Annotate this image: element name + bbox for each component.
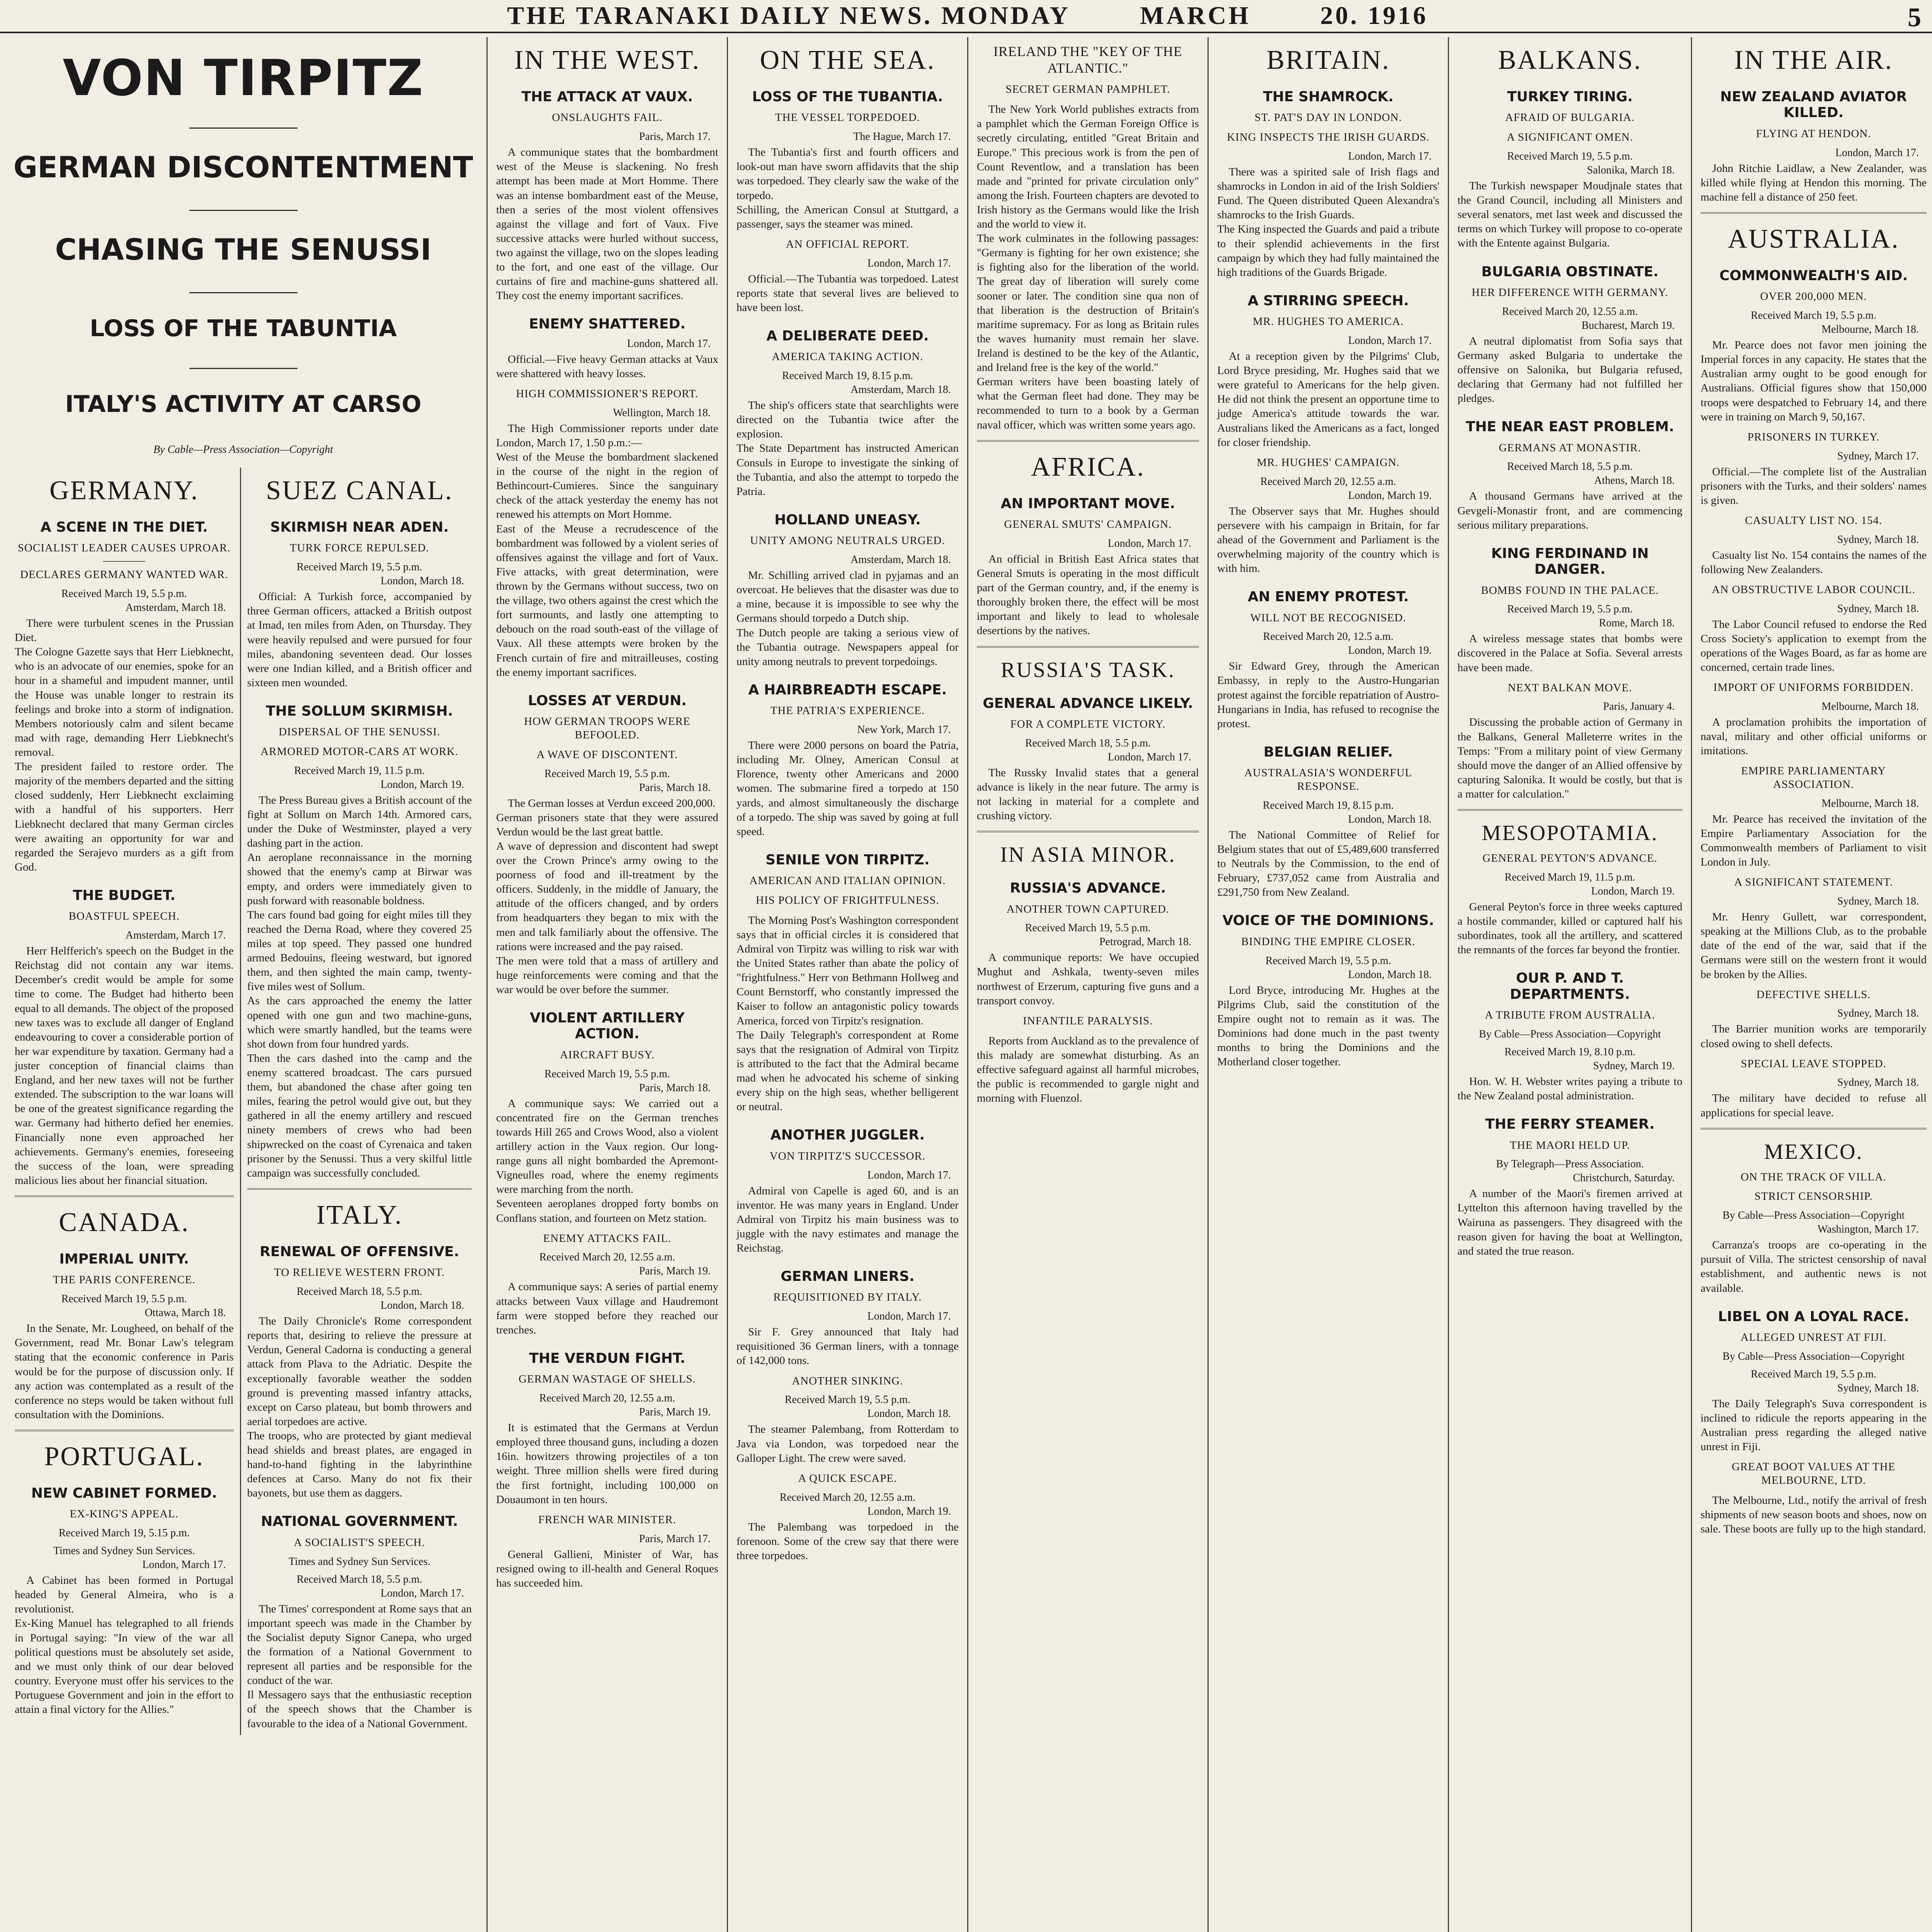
article-subhead: PRISONERS IN TURKEY.: [1747, 430, 1880, 443]
service-credit: By Telegraph—Press Association.: [1496, 1158, 1644, 1170]
article-subhead: ARMORED MOTOR-CARS AT WORK.: [260, 745, 459, 758]
place-line: Bucharest, March 19.: [1581, 319, 1675, 332]
section-title-russia: RUSSIA'S TASK.: [977, 646, 1199, 682]
article-head: THE NEAR EAST PROBLEM.: [1466, 419, 1674, 435]
place-line: Paris, March 18.: [639, 781, 711, 794]
article-subhead: A SIGNIFICANT OMEN.: [1507, 131, 1633, 144]
dateline: Received March 19, 5.5 p.m.: [1507, 603, 1633, 616]
article-head: THE FERRY STEAMER.: [1485, 1116, 1655, 1133]
dateline: Received March 20, 12.5 a.m.: [1263, 631, 1394, 643]
article-subhead: GERMANS AT MONASTIR.: [1498, 441, 1641, 454]
article-head: SENILE VON TIRPITZ.: [765, 852, 930, 868]
article-subhead: HER DIFFERENCE WITH GERMANY.: [1471, 286, 1668, 299]
article-body: The Palembang was torpedoed in the forenoon. Some of the crew say that there were three torpedoes.: [736, 1520, 959, 1562]
column-britain: [1209, 37, 1449, 1932]
place-line: Sydney, March 18.: [1837, 1382, 1919, 1394]
article-head: LOSS OF THE TUBANTIA.: [752, 89, 943, 105]
dateline: Received March 19, 8.15 p.m.: [782, 370, 913, 382]
place-line: Sydney, March 18.: [1837, 533, 1919, 546]
dateline: Received March 19, 5.5 p.m.: [1265, 954, 1391, 967]
article-body: Hon. W. H. Webster writes paying a tribute to the New Zealand postal administration.: [1458, 1075, 1682, 1102]
place-line: London, March 17.: [1348, 150, 1432, 162]
column-ireland-africa: [968, 37, 1209, 1932]
place-line: London, March 18.: [1348, 968, 1432, 981]
section-title-portugal: PORTUGAL.: [15, 1430, 234, 1472]
dateline: Received March 18, 5.5 p.m.: [1507, 461, 1633, 473]
article-body: A thousand Germans have arrived at the Gevgeli-Monastir front, and are commencing serious military preparations.: [1458, 490, 1682, 531]
article-body: A communique reports: We have occupied Mughut and Ashkala, twenty-seven miles northwest of Erzerum, capturing five guns and a transport convoy.: [977, 951, 1199, 1007]
dateline: Received March 20, 12.55 a.m.: [1502, 305, 1638, 318]
place-line: Wellington, March 18.: [613, 406, 711, 419]
article-subhead: SOCIALIST LEADER CAUSES UPROAR.: [17, 542, 231, 554]
article-subhead: ENEMY ATTACKS FAIL.: [543, 1232, 672, 1245]
section-title-balkans: BALKANS.: [1498, 45, 1642, 75]
place-line: Paris, January 4.: [1603, 701, 1675, 713]
article-body: There were 2000 persons on board the Patria, including Mr. Olney, American Consul at Florence, twenty other Americans and 2000 women. The submarine fired a torpedo at 150 yards, and almost simultaneously the discharge of a torpedo. The ship was saved by going at full speed.: [736, 739, 959, 838]
article-subhead: ST. PAT'S DAY IN LONDON.: [1254, 111, 1402, 124]
article-subhead: HIS POLICY OF FRIGHTFULNESS.: [756, 894, 939, 907]
article-subhead: UNITY AMONG NEUTRALS URGED.: [750, 534, 945, 547]
article-head: THE SOLLUM SKIRMISH.: [266, 703, 453, 719]
article-body: The Times' correspondent at Rome says that an important speech was made in the Chamber by the Socialist deputy Signor Canepa, who urged the formation of a National Government to represent all parties and be responsible for the conduct of the war. Il Messagero says that the enthusiastic reception of the speech shows that the Chamber is favourable to the idea of a National Government.: [247, 1602, 472, 1730]
place-line: Salonika, March 18.: [1587, 164, 1675, 176]
article-body: The ship's officers state that searchlights were directed on the Tubantia twice after the explosion. The State Department has instructed American Consuls in Europe to investigate the sinking of the Tubantia, and also the attempt to torpedo the Patria.: [736, 399, 959, 498]
article-subhead: AN OBSTRUCTIVE LABOR COUNCIL.: [1712, 583, 1915, 596]
article-subhead: REQUISITIONED BY ITALY.: [773, 1291, 922, 1304]
press-credit: By Cable—Press Association—Copyright: [153, 443, 333, 456]
article-body: A proclamation prohibits the importation of naval, military and other official uniforms or imitations.: [1701, 716, 1927, 757]
article-body: The Turkish newspaper Moudjnale states that the Grand Council, including all Ministers and several senators, met last week and discussed the terms on which Turkey will propose to co-operate with the Entente against Bulgaria.: [1458, 179, 1682, 250]
place-line: Athens, March 18.: [1594, 474, 1675, 487]
article-head: GERMAN LINERS.: [781, 1269, 915, 1285]
place-line: Sydney, March 18.: [1837, 602, 1919, 615]
article-subhead: DEFECTIVE SHELLS.: [1756, 988, 1871, 1001]
article-head: RENEWAL OF OFFENSIVE.: [260, 1243, 459, 1260]
service-credit: By Cable—Press Association—Copyright: [1722, 1209, 1905, 1222]
article-subhead: DECLARES GERMANY WANTED WAR.: [20, 568, 228, 581]
service-credit: Times and Sydney Sun Services.: [288, 1555, 430, 1568]
article-subhead: A SIGNIFICANT STATEMENT.: [1734, 876, 1893, 889]
article-head: VOICE OF THE DOMINIONS.: [1222, 913, 1434, 929]
article-head: A HAIRBREADTH ESCAPE.: [748, 682, 947, 698]
place-line: Paris, March 19.: [639, 1265, 711, 1277]
article-body: A Cabinet has been formed in Portugal headed by General Almeira, who is a revolutionist. Ex-King Manuel has telegraphed to all friends in Portugal saying: "In view of the war all political questions must be absolutely set aside, and we must only think of our dear beloved country. Everyone must offer his services to the Portuguese Government and join in the effort to attain a final victory for the Allies.": [15, 1574, 234, 1716]
article-head: THE BUDGET.: [73, 887, 175, 903]
column-in-the-air: [1692, 37, 1932, 1932]
section-title-africa: AFRICA.: [977, 440, 1199, 483]
article-body: General Gallieni, Minister of War, has resigned owing to ill-health and General Roques has succeeded him.: [496, 1548, 718, 1589]
article-head: HOLLAND UNEASY.: [774, 512, 921, 528]
place-line: Melbourne, March 18.: [1821, 797, 1919, 810]
article-subhead: THE VESSEL TORPEDOED.: [775, 111, 920, 124]
section-title-mesopotamia: MESOPOTAMIA.: [1458, 809, 1682, 845]
place-line: London, March 17.: [867, 1310, 951, 1323]
place-line: London, March 19.: [1348, 489, 1432, 502]
article-subhead: IMPORT OF UNIFORMS FORBIDDEN.: [1713, 681, 1914, 694]
article-body: Official: A Turkish force, accompanied by three German officers, attacked a British outpost at Imad, ten miles from Aden, on Thursday. They were heavily repulsed and were pursued for four miles, abandoning seventeen dead. Our losses were one Indian killed, and a British officer and sixteen men wounded.: [247, 590, 472, 689]
article-subhead: ANOTHER SINKING.: [792, 1374, 903, 1387]
article-head: LIBEL ON A LOYAL RACE.: [1718, 1308, 1909, 1325]
article-body: The High Commissioner reports under date London, March 17, 1.50 p.m.:— West of the Meuse the bombardment slackened in the course of the night in the region of Bethincourt-Cumieres. Since the sanguinary check of the attack yesterday the enemy has not renewed his attempts on Mort Homme. East of the Meuse a recrudescence of the bombardment was followed by a violent series of offensives against the village and fort of Vaux. Five attacks, with great determination, were thrown by the Germans without success, two on the village, two others against the crest which the fort surmounts, and lastly one attempting to debouch on the road south-east of the village of Vaux. All these attempts were broken by the French curtain of fire and mitrailleuses, costing the enemy important sacrifices.: [496, 422, 718, 679]
article-subhead: AMERICA TAKING ACTION.: [772, 350, 923, 363]
section-title-britain: BRITAIN.: [1266, 45, 1390, 75]
dateline: Received March 19, 5.5 p.m.: [296, 561, 422, 573]
page-number: 5: [1908, 3, 1923, 32]
article-body: The National Committee of Relief for Belgium states that out of £5,489,600 transferred to Neutrals by the Commission, to the end of February, £737,052 came from Australia and £291,750 from New Zealand.: [1217, 828, 1439, 899]
article-head: SKIRMISH NEAR ADEN.: [270, 519, 449, 535]
dateline: Received March 19, 5.15 p.m.: [58, 1527, 190, 1539]
dateline: Received March 19, 5.5 p.m.: [1025, 922, 1151, 934]
place-line: Amsterdam, March 17.: [125, 929, 226, 942]
article-subhead: SPECIAL LEAVE STOPPED.: [1741, 1057, 1886, 1070]
section-title-canada: CANADA.: [15, 1196, 234, 1238]
article-body: An official in British East Africa states that General Smuts is operating in the most difficult part of the German country, and, if the enemy is thoroughly broken there, the effect will be most important and likely to lead to wholesale desertions by the natives.: [977, 553, 1199, 637]
place-line: New York, March 17.: [857, 724, 951, 736]
place-line: Amsterdam, March 18.: [850, 554, 951, 566]
place-line: London, March 17.: [1835, 146, 1919, 159]
place-line: Melbourne, March 18.: [1821, 323, 1919, 336]
article-head: BELGIAN RELIEF.: [1264, 744, 1393, 760]
place-line: London, March 17.: [1107, 751, 1191, 763]
article-subhead: DISPERSAL OF THE SENUSSI.: [279, 726, 440, 738]
article-body: Sir F. Grey announced that Italy had requisitioned 36 German liners, with a tonnage of 142,000 tons.: [736, 1326, 959, 1367]
article-body: The military have decided to refuse all applications for special leave.: [1701, 1092, 1927, 1119]
article-subhead: GERMAN WASTAGE OF SHELLS.: [519, 1373, 696, 1386]
article-head: A STIRRING SPEECH.: [1247, 293, 1409, 309]
article-body: There was a spirited sale of Irish flags and shamrocks in London in aid of the Irish Soldiers' Fund. The Queen distributed Queen Alexandra's shamrocks to the Irish Guards. The King inspected the Guards and paid a tribute to their splendid achievements in the first campaign by which they had fully maintained the high traditions of the Guards Brigade.: [1217, 165, 1439, 279]
dateline: Received March 19, 5.5 p.m.: [61, 1293, 187, 1305]
section-title-sea: ON THE SEA.: [760, 45, 935, 75]
article-subhead: MR. HUGHES TO AMERICA.: [1253, 315, 1404, 328]
place-line: London, March 17.: [867, 257, 951, 269]
place-line: London, March 18.: [380, 575, 464, 587]
dateline: Received March 20, 12.55 a.m.: [539, 1392, 675, 1405]
article-subhead: EX-KING'S APPEAL.: [70, 1508, 179, 1520]
article-subhead: ONSLAUGHTS FAIL.: [552, 111, 663, 124]
article-subhead: A TRIBUTE FROM AUSTRALIA.: [1485, 1009, 1655, 1022]
service-credit: By Cable—Press Association—Copyright: [1722, 1350, 1905, 1362]
article-body: The Barrier munition works are temporarily closed owing to shell defects.: [1701, 1023, 1927, 1050]
dateline: Received March 20, 12.55 a.m.: [779, 1491, 916, 1503]
article-body: The Labor Council refused to endorse the Red Cross Society's application to exempt from the operations of the Wages Board, as far as home are concerned, certain trade lines.: [1701, 618, 1927, 674]
article-body: Official.—The complete list of the Australian prisoners with the Turks, and their solders' names is given.: [1701, 465, 1927, 507]
article-subhead: AUSTRALASIA'S WONDERFUL RESPONSE.: [1244, 767, 1412, 793]
dateline: Received March 20, 12.55 a.m.: [539, 1251, 675, 1264]
place-line: Rome, March 18.: [1599, 617, 1675, 629]
article-head: ENEMY SHATTERED.: [529, 316, 686, 332]
article-subhead: INFANTILE PARALYSIS.: [1023, 1014, 1153, 1027]
place-line: Paris, March 19.: [639, 1406, 711, 1418]
place-line: Christchurch, Saturday.: [1573, 1172, 1675, 1184]
headline-german-discontentment: GERMAN DISCONTENTMENT: [13, 150, 473, 185]
article-body: A number of the Maori's firemen arrived at Lyttelton this afternoon having travelled by the Wairuna as passengers. They disagreed with the reason given for having the boat at Wellington, and stated the true reason.: [1458, 1187, 1682, 1257]
article-head: BULGARIA OBSTINATE.: [1481, 264, 1659, 280]
section-title-ireland: IRELAND THE "KEY OF THE ATLANTIC.": [993, 44, 1182, 76]
article-subhead: AMERICAN AND ITALIAN OPINION.: [749, 874, 946, 887]
article-head: AN ENEMY PROTEST.: [1248, 589, 1409, 605]
article-head: NEW ZEALAND AVIATOR KILLED.: [1720, 89, 1907, 121]
article-body: The German losses at Verdun exceed 200,000. German prisoners state that they were assured Verdun would be the last great battle. A wave of depression and discontent had swept over the Crown Prince's army owing to the poorness of food and ill-treatment by the officers. Suddenly, in the middle of January, the attitude of the officers changed, and by orders from headquarters they began to mix with the men and talk familiarly about the offensive. The rations were increased and the pay raised. The men were told that a mass of artillery and huge reinforcements were coming and that the war would be over before the summer.: [496, 797, 718, 996]
article-body: At a reception given by the Pilgrims' Club, Lord Bryce presiding, Mr. Hughes said that we were grateful to Americans for the help given. He did not think the present an opportune time to judge America's attitude towards the war. Australians liked the Americans as a fact, longed for closer friendship.: [1217, 350, 1439, 449]
column-lead: [0, 37, 488, 1932]
dateline: Received March 20, 12.55 a.m.: [1260, 475, 1396, 488]
article-body: The New York World publishes extracts from a pamphlet which the German Foreign Office is secretly circulating, entitled "Great Britain and Europe." This precious work is from the pen of Count Reventlow, and a translation has been made and "printed for private circulation only" among the Irish. Fourteen chapters are devoted to Irish history as the Germans would like the Irish and the world to view it. The work culminates in the following passages: "Germany is fighting for her own existence; she is fighting also for the liberation of the world. The great day of liberation will surely come sooner or later. The condition sine qua non of that liberation is the destruction of Britain's maritime supremacy. For as long as Britain rules the waves humanity must remain her slave. Ireland is destined to be the key of the Atlantic, and Ireland free is the key of the world." German writers have been boasting lately of what the German fleet had done. They may be recommended to turn to a book by a German naval officer, which was written some years ago.: [977, 103, 1199, 431]
dateline: Received March 19, 8.10 p.m.: [1504, 1046, 1636, 1058]
article-body: A communique says: A series of partial enemy attacks between Vaux village and Haudremont farm were stopped before they reached our trenches.: [496, 1281, 718, 1336]
article-subhead: OVER 200,000 MEN.: [1760, 290, 1867, 303]
article-body: The Daily Telegraph's Suva correspondent is inclined to ridicule the reports appearing in the Australian press regarding the alleged native unrest in Fiji.: [1701, 1397, 1927, 1453]
article-body: Discussing the probable action of Germany in the Balkans, General Malleterre writes in the Temps: "From a military point of view Germany should move the danger of an Allied offensive by capturing Salonika. It would be costly, but that is a matter for calculation.": [1458, 716, 1682, 801]
article-subhead: VON TIRPITZ'S SUCCESSOR.: [769, 1150, 926, 1162]
article-body: Mr. Henry Gullett, war correspondent, speaking at the Millions Club, as to the probable date of the end of the war, said that if the Germans were still on the western front it would be broken by the Allies.: [1701, 911, 1927, 981]
article-body: Admiral von Capelle is aged 60, and is an inventor. He was many years in England. Under Admiral von Tirpitz his main business was to juggle with the navy estimates and manage the Reichstag.: [736, 1184, 959, 1254]
section-title-air: IN THE AIR.: [1734, 45, 1893, 75]
article-subhead: KING INSPECTS THE IRISH GUARDS.: [1227, 131, 1430, 144]
article-body: The Russky Invalid states that a general advance is likely in the near future. The army is not lacking in material for a complete and crushing victory.: [977, 766, 1199, 822]
article-head: AN IMPORTANT MOVE.: [1000, 495, 1175, 512]
article-subhead: EMPIRE PARLIAMENTARY ASSOCIATION.: [1741, 765, 1886, 791]
article-body: The Daily Chronicle's Rome correspondent reports that, desiring to relieve the pressure at Verdun, General Cadorna is conducting a general attack from Plava to the Adriatic. Despite the exceptionally favorable weather the sodden ground is preventing massed infantry attacks, except on Carso plateau, but bomb throwers and aerial torpedoes are active. The troops, who are protected by giant medieval head shields and breast plates, are engaged in hand-to-hand fighting in the labyrinthine defences at Carso. Many do not fix their bayonets, but use them as daggers.: [247, 1315, 472, 1500]
article-subhead: HIGH COMMISSIONER'S REPORT.: [516, 388, 699, 400]
article-head: VIOLENT ARTILLERY ACTION.: [530, 1010, 685, 1042]
section-title-germany: GERMANY.: [49, 475, 199, 505]
article-subhead: TO RELIEVE WESTERN FRONT.: [274, 1266, 445, 1279]
section-title-west: IN THE WEST.: [514, 45, 701, 75]
dateline: Received March 19, 5.5 p.m.: [784, 1394, 911, 1406]
article-subhead: GENERAL SMUTS' CAMPAIGN.: [1004, 518, 1172, 531]
article-body: A wireless message states that bombs were discovered in the Palace at Sofia. Several arrests have been made.: [1458, 633, 1682, 674]
article-body: Lord Bryce, introducing Mr. Hughes at the Pilgrims Club, said the constitution of the Empire ought not to remain as it was. The Dominions had done much in the past twenty months to bring the Dominions and the Motherland closer together.: [1217, 984, 1439, 1068]
article-body: Official.—The Tubantia was torpedoed. Latest reports state that several lives are believed to have been lost.: [736, 272, 959, 314]
subcolumn-germany: [9, 468, 240, 1735]
article-subhead: THE PARIS CONFERENCE.: [53, 1274, 196, 1286]
article-body: A neutral diplomatist from Sofia says that Germany asked Bulgaria to undertake the offensive on Salonika, but Bulgaria refused, declaring that Germany had not fulfilled her pledges.: [1458, 335, 1682, 405]
article-head: NEW CABINET FORMED.: [31, 1485, 217, 1501]
article-body: In the Senate, Mr. Lougheed, on behalf of the Government, read Mr. Bonar Law's telegram stating that the economic conference in Paris would be for the purpose of discussion only. If any action was contemplated as a result of the conference no steps would be taken without full consultation with the Dominions.: [15, 1322, 234, 1421]
place-line: London, March 18.: [867, 1408, 951, 1420]
article-head: A DELIBERATE DEED.: [766, 328, 929, 344]
article-body: Herr Helfferich's speech on the Budget in the Reichstag did not contain any war items. December's credit would be ample for some time to come. The Budget had hitherto been equal to all demands. The object of the proposed new taxes was to exclude all danger of England endeavouring to cover a considerable portion of her war expenditure by taxation. Germany had a juster conception of financial claims than England, and her new taxes will not be further extended. The subscription to the war loans will be one of the greatest significance regarding the war. Germany had hitherto defied her enemies. Financially none even approached her achievements. Germany's enemies, foreseeing the success of the loan, were spreading malicious lies about her financial situation.: [15, 945, 234, 1187]
article-subhead: THE MAORI HELD UP.: [1510, 1139, 1630, 1151]
section-title-australia: AUSTRALIA.: [1701, 212, 1927, 255]
article-body: General Peyton's force in three weeks captured a hostile commander, killed or captured half his subordinates, took all the artillery, and scattered the remnants of the forces far beyond the frontier.: [1458, 900, 1682, 956]
article-body: There were turbulent scenes in the Prussian Diet. The Cologne Gazette says that Herr Liebknecht, who is an advocate of our enemies, spoke for an hour in a shameful and impudent manner, until the House was unable longer to restrain its feelings and broke into a storm of indignation. Members notoriously calm and silent became mad with rage, demanding Herr Liebknecht's removal. The president failed to restore order. The majority of the members departed and the sitting closed suddenly, Herr Liebknecht exclaiming with a handful of his supporters. Herr Liebknecht declared that many German circles were awaiting an opportunity for war and regarded the Serajevo murders as a gift from God.: [15, 617, 234, 873]
article-body: Mr. Schilling arrived clad in pyjamas and an overcoat. He believes that the disaster was due to a mine, because it is impossible to see why the Germans should torpedo a Dutch ship. The Dutch people are taking a serious view of the Tubantia outrage. Newspapers appeal for unity among neutrals to prevent torpedoings.: [736, 569, 959, 668]
dateline: Received March 19, 5.5 p.m.: [1750, 310, 1877, 322]
article-subhead: AN OFFICIAL REPORT.: [786, 238, 910, 250]
article-body: A communique says: We carried out a concentrated fire on the German trenches towards Hill 265 and Crows Wood, also a violent artillery action in the Vaux region. Our long-range guns all night bombarded the Apremont-Vigneulles road, where the enemy regiments were marching from the north. Seventeen aeroplanes dropped forty bombs on Conflans station, and fourteen on Metz station.: [496, 1097, 718, 1225]
article-subhead: HOW GERMAN TROOPS WERE BEFOOLED.: [524, 715, 690, 741]
masthead-month: MARCH: [1140, 2, 1251, 30]
article-subhead: WILL NOT BE RECOGNISED.: [1250, 611, 1406, 624]
article-subhead: FOR A COMPLETE VICTORY.: [1010, 718, 1166, 730]
article-subhead: A WAVE OF DISCONTENT.: [536, 748, 678, 761]
dateline: Received March 19, 5.5 p.m.: [544, 1068, 670, 1080]
headline-italy-carso: ITALY'S ACTIVITY AT CARSO: [65, 390, 422, 418]
dateline: Received March 19, 8.15 p.m.: [1262, 799, 1394, 811]
article-body: The steamer Palembang, from Rotterdam to Java via London, was torpedoed near the Galloper Light. The crew were saved.: [736, 1423, 959, 1464]
place-line: Sydney, March 19.: [1593, 1060, 1675, 1072]
place-line: London, March 19.: [1591, 885, 1675, 897]
place-line: London, March 17.: [1107, 537, 1191, 549]
place-line: London, March 19.: [867, 1505, 951, 1517]
place-line: The Hague, March 17.: [853, 131, 951, 143]
place-line: Sydney, March 17.: [1837, 450, 1919, 462]
article-subhead: ON THE TRACK OF VILLA.: [1740, 1170, 1887, 1183]
place-line: Paris, March 18.: [639, 1082, 711, 1094]
article-subhead: NEXT BALKAN MOVE.: [1508, 681, 1632, 694]
place-line: London, March 17.: [627, 337, 711, 350]
article-body: The Tubantia's first and fourth officers and look-out man have sworn affidavits that the ship was torpedoed. They clearly saw the wake of the torpedo. Schilling, the American Consul at Stuttgard, a passenger, says the steamer was mined.: [736, 146, 959, 230]
dateline: Received March 18, 5.5 p.m.: [296, 1573, 422, 1585]
section-title-asia-minor: IN ASIA MINOR.: [977, 831, 1199, 867]
place-line: Ottawa, March 18.: [145, 1307, 226, 1319]
dateline: Received March 19, 5.5 p.m.: [544, 767, 670, 780]
place-line: Melbourne, March 18.: [1821, 700, 1919, 713]
article-body: Reports from Auckland as to the prevalence of this malady are somewhat disturbing. As an effective safeguard against all harmful microbes, the public is recommended to gargle night and morning with Fluenzol.: [977, 1034, 1199, 1105]
place-line: London, March 17.: [1348, 335, 1432, 347]
article-subhead: BOASTFUL SPEECH.: [68, 910, 180, 923]
headline-chasing-senussi: CHASING THE SENUSSI: [55, 232, 432, 267]
article-subhead: BINDING THE EMPIRE CLOSER.: [1241, 935, 1415, 948]
article-subhead: THE PATRIA'S EXPERIENCE.: [770, 704, 925, 717]
article-subhead: FLYING AT HENDON.: [1756, 127, 1871, 140]
article-subhead: A QUICK ESCAPE.: [798, 1472, 897, 1485]
article-subhead: ALLEGED UNREST AT FIJI.: [1740, 1331, 1887, 1344]
headline-loss-tabuntia: LOSS OF THE TABUNTIA: [90, 315, 397, 342]
article-body: Mr. Pearce has received the invitation of the Empire Parliamentary Association for the Commonwealth members of Parliament to visit London in July.: [1701, 813, 1927, 869]
article-head: TURKEY TIRING.: [1507, 89, 1633, 105]
place-line: Sydney, March 18.: [1837, 1007, 1919, 1020]
place-line: London, March 18.: [1348, 813, 1432, 825]
place-line: Petrograd, March 18.: [1099, 936, 1191, 948]
masthead: [0, 0, 1932, 33]
article-body: The Melbourne, Ltd., notify the arrival of fresh shipments of new season boots and shoes, now on sale. These boots are fully up to the high standard.: [1701, 1494, 1927, 1536]
article-head: THE VERDUN FIGHT.: [529, 1350, 685, 1366]
article-body: Mr. Pearce does not favor men joining the Imperial forces in any capacity. He states that the Australian army ought to be good enough for Australians. Official figures show that 150,000 troops were despatched to February 14, and there were in training on March 9, 50,167.: [1701, 339, 1927, 423]
column-on-the-sea: [728, 37, 968, 1932]
headline-von-tirpitz: VON TIRPITZ: [63, 49, 424, 107]
dateline: Received March 19, 11.5 p.m.: [294, 764, 425, 777]
article-body: It is estimated that the Germans at Verdun employed three thousand guns, including a dozen 16in. howitzers throwing projectiles of a ton weight. Three million shells were fired during the first fortnight, including 100,000 on Douaumont in ten hours.: [496, 1422, 718, 1506]
article-head: GENERAL ADVANCE LIKELY.: [983, 695, 1193, 711]
section-title-italy: ITALY.: [247, 1188, 472, 1231]
article-subhead: FRENCH WAR MINISTER.: [538, 1513, 677, 1526]
column-balkans: [1449, 37, 1692, 1932]
article-body: John Ritchie Laidlaw, a New Zealander, was killed while flying at Hendon this morning. The machine fell a distance of 250 feet.: [1701, 162, 1927, 203]
dateline: Received March 19, 5.5 p.m.: [1750, 1368, 1877, 1380]
place-line: London, March 18.: [380, 1299, 464, 1312]
article-head: THE SHAMROCK.: [1263, 89, 1394, 105]
article-head: NATIONAL GOVERNMENT.: [261, 1514, 458, 1530]
section-title-suez: SUEZ CANAL.: [266, 475, 453, 505]
article-body: Official.—Five heavy German attacks at Vaux were shattered with heavy losses.: [496, 353, 718, 380]
article-head: OUR P. AND T. DEPARTMENTS.: [1510, 970, 1630, 1002]
place-line: Paris, March 17.: [639, 131, 711, 143]
article-body: Sir Edward Grey, through the American Embassy, in reply to the Austro-Hungarian protest against the forcible repatriation of Austro-Hungarians in India, has refused to recognise the protest.: [1217, 660, 1439, 730]
place-line: Amsterdam, March 18.: [850, 384, 951, 396]
place-line: Paris, March 17.: [639, 1532, 711, 1545]
article-subhead: A SOCIALIST'S SPEECH.: [294, 1536, 425, 1549]
place-line: London, March 17.: [867, 1169, 951, 1181]
dateline: Received March 19, 5.5 p.m.: [1507, 150, 1633, 162]
place-line: London, March 19.: [1348, 645, 1432, 657]
place-line: Amsterdam, March 18.: [125, 601, 226, 614]
article-head: RUSSIA'S ADVANCE.: [1010, 880, 1166, 896]
service-credit: Times and Sydney Sun Services.: [53, 1545, 195, 1557]
dateline: Received March 19, 5.5 p.m.: [61, 587, 187, 600]
place-line: Washington, March 17.: [1817, 1223, 1919, 1236]
masthead-date: 20. 1916: [1320, 2, 1428, 30]
article-subhead: GENERAL PEYTON'S ADVANCE.: [1482, 852, 1658, 865]
subcolumn-suez-italy: [240, 468, 478, 1735]
article-head: A SCENE IN THE DIET.: [40, 519, 208, 535]
article-body: The Morning Post's Washington correspondent says that in official circles it is considered that Admiral von Tirpitz was willing to risk war with the United States rather than abate the policy of "frightfulness." Herr von Bethmann Hollweg and Count Bernstorff, who constantly impressed the Kaiser to follow an antagonistic policy towards America, forced von Tirpitz's resignation. The Daily Telegraph's correspondent at Rome says that the resignation of Admiral von Tirpitz is attributed to the fact that the Admiral became mad when he advocated his scheme of sinking every ship on the high seas, whether belligerent or neutral.: [736, 914, 959, 1113]
masthead-title: THE TARANAKI DAILY NEWS. MONDAY: [507, 2, 1071, 30]
article-head: COMMONWEALTH'S AID.: [1719, 267, 1908, 284]
article-body: The Observer says that Mr. Hughes should persevere with his campaign in Britain, for far ahead of the Government and Parliament is the overwhelming majority of the country which is with him.: [1217, 505, 1439, 575]
dateline: Received March 19, 11.5 p.m.: [1505, 871, 1635, 883]
article-head: IMPERIAL UNITY.: [59, 1251, 189, 1267]
article-subhead: STRICT CENSORSHIP.: [1754, 1190, 1873, 1203]
article-head: LOSSES AT VERDUN.: [528, 692, 687, 709]
article-subhead: CASUALTY LIST NO. 154.: [1745, 514, 1883, 527]
article-subhead: AIRCRAFT BUSY.: [560, 1048, 655, 1061]
dateline: Received March 18, 5.5 p.m.: [296, 1286, 422, 1298]
place-line: Sydney, March 18.: [1837, 895, 1919, 908]
article-head: KING FERDINAND IN DANGER.: [1491, 545, 1649, 578]
article-subhead: BOMBS FOUND IN THE PALACE.: [1481, 584, 1659, 597]
article-subhead: AFRAID OF BULGARIA.: [1505, 111, 1635, 124]
place-line: London, March 17.: [142, 1559, 226, 1571]
article-subhead: GREAT BOOT VALUES AT THE MELBOURNE, LTD.: [1731, 1461, 1896, 1487]
article-body: Casualty list No. 154 contains the names of the following New Zealanders.: [1701, 549, 1927, 576]
place-line: London, March 19.: [380, 778, 464, 791]
article-subhead: ANOTHER TOWN CAPTURED.: [1006, 903, 1170, 915]
article-subhead: MR. HUGHES' CAMPAIGN.: [1257, 456, 1400, 469]
section-title-mexico: MEXICO.: [1701, 1128, 1927, 1164]
article-subhead: TURK FORCE REPULSED.: [289, 542, 429, 554]
place-line: Sydney, March 18.: [1837, 1077, 1919, 1089]
article-body: Carranza's troops are co-operating in the pursuit of Villa. The strictest censorship of naval establishment, and authentic news is not available.: [1701, 1239, 1927, 1294]
dateline: Received March 18, 5.5 p.m.: [1025, 737, 1151, 749]
article-head: ANOTHER JUGGLER.: [770, 1127, 925, 1143]
article-body: The Press Bureau gives a British account of the fight at Sollum on March 14th. Armored cars, under the Duke of Westminster, played a very dashing part in the action. An aeroplane reconnaissance in the morning showed that the enemy's camp at Birwar was empty, and orders were immediately given to push forward with reasonable boldness. The cars found bad going for eight miles till they reached the Derna Road, where they covered 25 miles at top speed. They passed one hundred armed Bedouins, fleeing westward, but ignored them, and then sighted the main camp, twenty-five miles west of Sollum. As the cars approached the enemy the latter opened with one gun and two machine-guns, which were smartly handled, but the teams were shot down from four hundred yards. Then the cars dashed into the camp and the enemy scattered broadcast. The cars pursued them, but abandoned the chase after going ten miles, fearing the petrol would give out, but they gathered in all the enemy artillery and rescued ninety members of crews who had been shipwrecked on the coast of Cyrenaica and taken prisoner by the Senussi. Thus a very skilful little campaign was successfully concluded.: [247, 794, 472, 1179]
article-head: THE ATTACK AT VAUX.: [521, 89, 693, 105]
service-credit: By Cable—Press Association—Copyright: [1479, 1028, 1661, 1040]
article-subhead: SECRET GERMAN PAMPHLET.: [1005, 83, 1170, 96]
column-in-the-west: [488, 37, 728, 1932]
article-body: A communique states that the bombardment west of the Meuse is slackening. No fresh attempt has been made at Mort Homme. There was an intense bombardment east of the Meuse, then a series of the most violent offensives against the village and fort of Vaux. Five successive attacks were hurled without success, two against the village, two on the slopes leading to the fort, and one east of the village. Our curtains of fire and machine-guns shattered all. They cost the enemy important sacrifices.: [496, 146, 718, 302]
place-line: London, March 17.: [380, 1587, 464, 1599]
